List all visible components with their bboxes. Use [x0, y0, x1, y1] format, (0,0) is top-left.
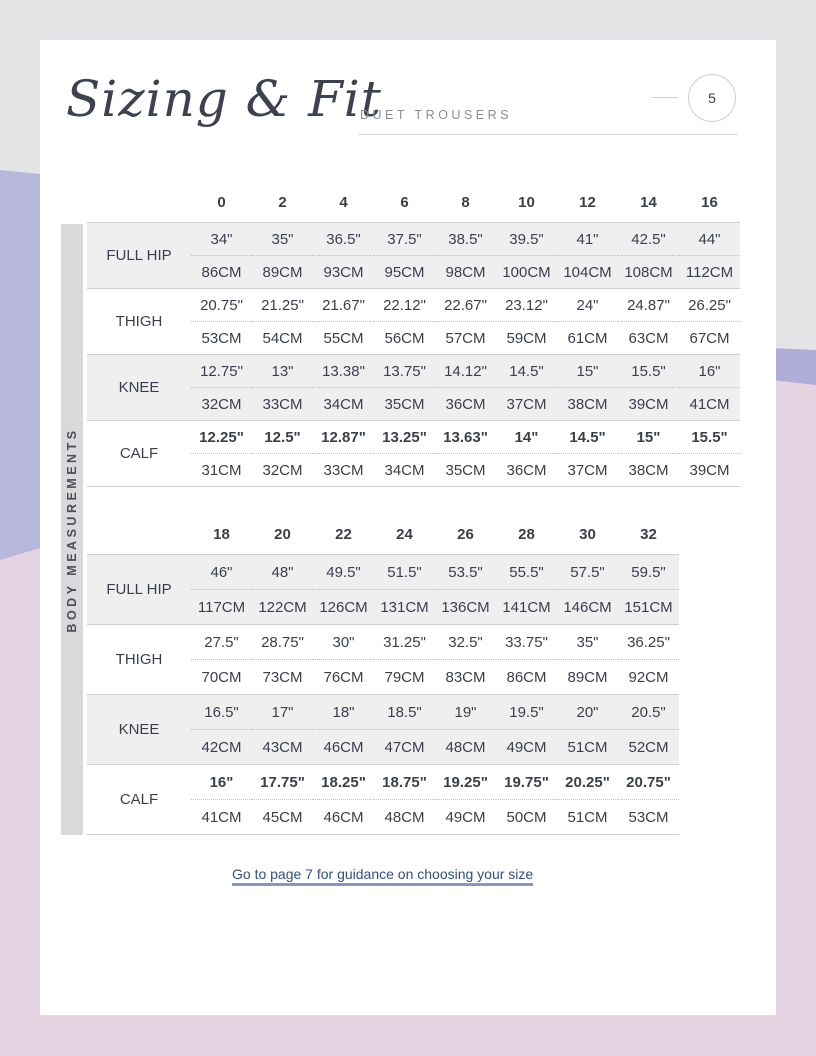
- inch-value-cell: 20": [557, 695, 618, 730]
- inch-value-cell: 21.67": [313, 289, 374, 322]
- inch-value-cell: 37.5": [374, 223, 435, 256]
- cm-value-cell: 39CM: [679, 454, 740, 487]
- cm-value-cell: 76CM: [313, 660, 374, 695]
- cm-value-cell: 112CM: [679, 256, 740, 289]
- inch-value-cell: 15": [557, 355, 618, 388]
- inch-value-cell: 35": [557, 625, 618, 660]
- size-guidance-link[interactable]: Go to page 7 for guidance on choosing your size: [232, 866, 533, 886]
- cm-value-cell: 48CM: [435, 730, 496, 765]
- cm-value-cell: 34CM: [313, 388, 374, 421]
- measurement-row-inches: [87, 555, 679, 590]
- size-header: 24: [374, 514, 435, 555]
- inch-value-cell: 19.25": [435, 765, 496, 800]
- cm-value-cell: 126CM: [313, 590, 374, 625]
- cm-value-cell: 108CM: [618, 256, 679, 289]
- measurement-row-inches: [87, 765, 679, 800]
- inch-value-cell: 36.25": [618, 625, 679, 660]
- inch-value-cell: 44": [679, 223, 740, 256]
- inch-value-cell: 22.12": [374, 289, 435, 322]
- size-header: 14: [618, 182, 679, 223]
- size-header: 30: [557, 514, 618, 555]
- inch-value-cell: 24.87": [618, 289, 679, 322]
- cm-value-cell: 41CM: [679, 388, 740, 421]
- inch-value-cell: 14": [496, 421, 557, 454]
- measurement-row-inches: [87, 421, 740, 454]
- cm-value-cell: 36CM: [435, 388, 496, 421]
- inch-value-cell: 20.75": [618, 765, 679, 800]
- inch-value-cell: 20.5": [618, 695, 679, 730]
- measurement-row-inches: [87, 355, 740, 388]
- cm-value-cell: 41CM: [191, 800, 252, 835]
- inch-value-cell: 13.63": [435, 421, 496, 454]
- inch-value-cell: 28.75": [252, 625, 313, 660]
- cm-value-cell: 86CM: [496, 660, 557, 695]
- measurement-label: FULL HIP: [87, 223, 191, 289]
- inch-value-cell: 18.75": [374, 765, 435, 800]
- cm-value-cell: 46CM: [313, 800, 374, 835]
- measurement-label: KNEE: [87, 355, 191, 421]
- inch-value-cell: 24": [557, 289, 618, 322]
- inch-value-cell: 19.5": [496, 695, 557, 730]
- inch-value-cell: 15.5": [679, 421, 740, 454]
- size-header: 20: [252, 514, 313, 555]
- inch-value-cell: 32.5": [435, 625, 496, 660]
- cm-value-cell: 51CM: [557, 730, 618, 765]
- inch-value-cell: 51.5": [374, 555, 435, 590]
- size-header: 2: [252, 182, 313, 223]
- size-header: 32: [618, 514, 679, 555]
- inch-value-cell: 13": [252, 355, 313, 388]
- cm-value-cell: 35CM: [374, 388, 435, 421]
- cm-value-cell: 141CM: [496, 590, 557, 625]
- cm-value-cell: 104CM: [557, 256, 618, 289]
- inch-value-cell: 16": [191, 765, 252, 800]
- inch-value-cell: 20.25": [557, 765, 618, 800]
- inch-value-cell: 13.25": [374, 421, 435, 454]
- measurement-row-inches: [87, 625, 679, 660]
- measurement-label: THIGH: [87, 625, 191, 695]
- inch-value-cell: 19": [435, 695, 496, 730]
- inch-value-cell: 12.87": [313, 421, 374, 454]
- size-header-row: [87, 182, 740, 223]
- size-header: 6: [374, 182, 435, 223]
- size-header: 10: [496, 182, 557, 223]
- inch-value-cell: 38.5": [435, 223, 496, 256]
- cm-value-cell: 33CM: [313, 454, 374, 487]
- inch-value-cell: 14.5": [496, 355, 557, 388]
- cm-value-cell: 48CM: [374, 800, 435, 835]
- cm-value-cell: 131CM: [374, 590, 435, 625]
- inch-value-cell: 55.5": [496, 555, 557, 590]
- cm-value-cell: 54CM: [252, 322, 313, 355]
- cm-value-cell: 32CM: [191, 388, 252, 421]
- inch-value-cell: 41": [557, 223, 618, 256]
- inch-value-cell: 16.5": [191, 695, 252, 730]
- inch-value-cell: 14.12": [435, 355, 496, 388]
- cm-value-cell: 53CM: [618, 800, 679, 835]
- header-corner: [87, 514, 191, 555]
- inch-value-cell: 21.25": [252, 289, 313, 322]
- cm-value-cell: 122CM: [252, 590, 313, 625]
- inch-value-cell: 36.5": [313, 223, 374, 256]
- page-number-dash: [652, 97, 678, 98]
- inch-value-cell: 59.5": [618, 555, 679, 590]
- inch-value-cell: 30": [313, 625, 374, 660]
- cm-value-cell: 117CM: [191, 590, 252, 625]
- cm-value-cell: 95CM: [374, 256, 435, 289]
- inch-value-cell: 27.5": [191, 625, 252, 660]
- size-header: 12: [557, 182, 618, 223]
- cm-value-cell: 35CM: [435, 454, 496, 487]
- cm-value-cell: 49CM: [435, 800, 496, 835]
- inch-value-cell: 12.25": [191, 421, 252, 454]
- cm-value-cell: 38CM: [618, 454, 679, 487]
- size-header: 28: [496, 514, 557, 555]
- inch-value-cell: 18.5": [374, 695, 435, 730]
- inch-value-cell: 17": [252, 695, 313, 730]
- cm-value-cell: 49CM: [496, 730, 557, 765]
- cm-value-cell: 45CM: [252, 800, 313, 835]
- measurement-label: FULL HIP: [87, 555, 191, 625]
- inch-value-cell: 12.5": [252, 421, 313, 454]
- cm-value-cell: 93CM: [313, 256, 374, 289]
- cm-value-cell: 79CM: [374, 660, 435, 695]
- page-number-badge: 5: [688, 74, 736, 122]
- measurement-label: KNEE: [87, 695, 191, 765]
- measurement-row-inches: [87, 223, 740, 256]
- cm-value-cell: 73CM: [252, 660, 313, 695]
- cm-value-cell: 70CM: [191, 660, 252, 695]
- inch-value-cell: 42.5": [618, 223, 679, 256]
- inch-value-cell: 23.12": [496, 289, 557, 322]
- document-page: [40, 40, 776, 1015]
- inch-value-cell: 46": [191, 555, 252, 590]
- cm-value-cell: 63CM: [618, 322, 679, 355]
- inch-value-cell: 33.75": [496, 625, 557, 660]
- inch-value-cell: 12.75": [191, 355, 252, 388]
- inch-value-cell: 39.5": [496, 223, 557, 256]
- cm-value-cell: 61CM: [557, 322, 618, 355]
- size-header: 0: [191, 182, 252, 223]
- cm-value-cell: 39CM: [618, 388, 679, 421]
- cm-value-cell: 38CM: [557, 388, 618, 421]
- cm-value-cell: 51CM: [557, 800, 618, 835]
- cm-value-cell: 36CM: [496, 454, 557, 487]
- inch-value-cell: 19.75": [496, 765, 557, 800]
- cm-value-cell: 59CM: [496, 322, 557, 355]
- measurement-label: CALF: [87, 765, 191, 835]
- inch-value-cell: 17.75": [252, 765, 313, 800]
- inch-value-cell: 15": [618, 421, 679, 454]
- inch-value-cell: 18.25": [313, 765, 374, 800]
- cm-value-cell: 46CM: [313, 730, 374, 765]
- cm-value-cell: 43CM: [252, 730, 313, 765]
- inch-value-cell: 16": [679, 355, 740, 388]
- cm-value-cell: 47CM: [374, 730, 435, 765]
- measurement-label: THIGH: [87, 289, 191, 355]
- inch-value-cell: 15.5": [618, 355, 679, 388]
- cm-value-cell: 55CM: [313, 322, 374, 355]
- cm-value-cell: 56CM: [374, 322, 435, 355]
- page-title: Sizing & Fit: [66, 70, 382, 128]
- cm-value-cell: 86CM: [191, 256, 252, 289]
- cm-value-cell: 42CM: [191, 730, 252, 765]
- inch-value-cell: 53.5": [435, 555, 496, 590]
- size-header: 22: [313, 514, 374, 555]
- cm-value-cell: 31CM: [191, 454, 252, 487]
- size-header: 8: [435, 182, 496, 223]
- inch-value-cell: 26.25": [679, 289, 740, 322]
- size-header: 26: [435, 514, 496, 555]
- inch-value-cell: 20.75": [191, 289, 252, 322]
- inch-value-cell: 49.5": [313, 555, 374, 590]
- cm-value-cell: 136CM: [435, 590, 496, 625]
- size-header: 4: [313, 182, 374, 223]
- cm-value-cell: 37CM: [557, 454, 618, 487]
- cm-value-cell: 52CM: [618, 730, 679, 765]
- inch-value-cell: 18": [313, 695, 374, 730]
- inch-value-cell: 34": [191, 223, 252, 256]
- size-table-bottom: [87, 514, 679, 835]
- cm-value-cell: 100CM: [496, 256, 557, 289]
- cm-value-cell: 92CM: [618, 660, 679, 695]
- inch-value-cell: 13.75": [374, 355, 435, 388]
- cm-value-cell: 89CM: [252, 256, 313, 289]
- cm-value-cell: 57CM: [435, 322, 496, 355]
- cm-value-cell: 98CM: [435, 256, 496, 289]
- header-divider: [358, 134, 738, 135]
- size-table-top: [87, 182, 740, 487]
- cm-value-cell: 32CM: [252, 454, 313, 487]
- cm-value-cell: 53CM: [191, 322, 252, 355]
- cm-value-cell: 33CM: [252, 388, 313, 421]
- inch-value-cell: 31.25": [374, 625, 435, 660]
- size-header: 16: [679, 182, 740, 223]
- cm-value-cell: 37CM: [496, 388, 557, 421]
- measurement-row-inches: [87, 695, 679, 730]
- measurement-row-inches: [87, 289, 740, 322]
- inch-value-cell: 48": [252, 555, 313, 590]
- cm-value-cell: 67CM: [679, 322, 740, 355]
- inch-value-cell: 57.5": [557, 555, 618, 590]
- cm-value-cell: 50CM: [496, 800, 557, 835]
- cm-value-cell: 151CM: [618, 590, 679, 625]
- cm-value-cell: 89CM: [557, 660, 618, 695]
- inch-value-cell: 14.5": [557, 421, 618, 454]
- inch-value-cell: 22.67": [435, 289, 496, 322]
- header-corner: [87, 182, 191, 223]
- inch-value-cell: 35": [252, 223, 313, 256]
- size-header-row: [87, 514, 679, 555]
- cm-value-cell: 146CM: [557, 590, 618, 625]
- page-subtitle: DUET TROUSERS: [360, 108, 513, 122]
- size-header: 18: [191, 514, 252, 555]
- cm-value-cell: 34CM: [374, 454, 435, 487]
- cm-value-cell: 83CM: [435, 660, 496, 695]
- inch-value-cell: 13.38": [313, 355, 374, 388]
- side-label: BODY MEASUREMENTS: [65, 427, 79, 633]
- measurement-label: CALF: [87, 421, 191, 487]
